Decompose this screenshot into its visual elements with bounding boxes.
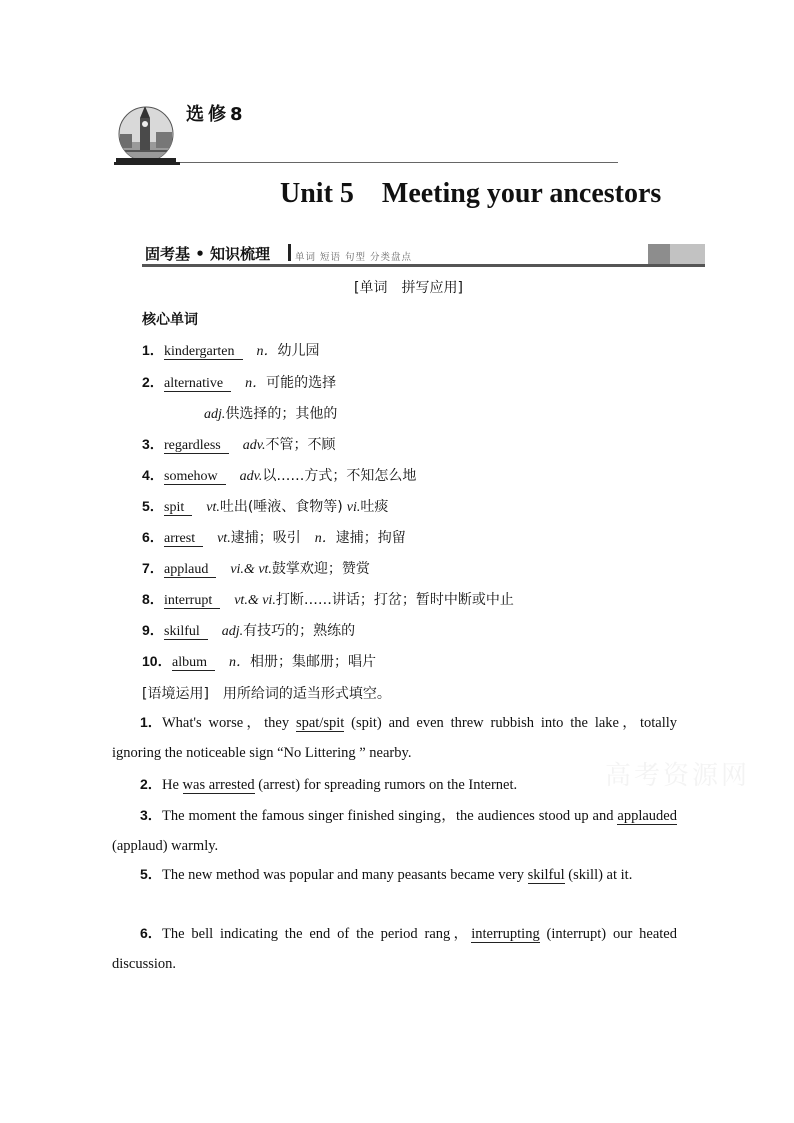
vocab-item: [142, 527, 406, 547]
section-bar-dark: [648, 244, 670, 264]
exercise-item: [112, 918, 677, 979]
vocab-number: 4．: [142, 467, 164, 483]
exercise-number: 1．: [140, 714, 162, 730]
vocab-item: [142, 372, 336, 392]
exercise-instruction: [语境运用] 用所给词的适当形式填空。: [142, 686, 391, 702]
exercise-text: What's worse，they: [162, 715, 296, 731]
exercise-text: (skill) at it.: [564, 867, 633, 883]
unit-title: Unit 5 Meeting your ancestors: [280, 178, 662, 209]
vocab-number: 9．: [142, 622, 164, 638]
exercise-number: 2．: [140, 776, 162, 792]
part-of-speech: vt.& vi.: [234, 593, 276, 608]
vocab-meaning: 打断……讲话；打岔；暂时中断或中止: [275, 592, 514, 608]
vocab-meaning: 鼓掌欢迎；赞赏: [271, 561, 370, 577]
vocab-meaning: 有技巧的；熟练的: [243, 623, 356, 639]
series-label: 选修8: [186, 104, 247, 125]
vocab-item: [204, 403, 337, 423]
section-bar-light: [670, 244, 705, 264]
exercise-text: (spit) and even threw rubbish into the lake，totally ignoring the noticeable sign “No Littering ” nearby.: [112, 715, 678, 761]
exercise-answer: spat/spit: [295, 715, 345, 731]
vocab-item: [142, 651, 376, 671]
sub-heading: [单词 拼写应用]: [354, 280, 463, 296]
vocab-word: spit: [164, 500, 192, 516]
exercise-answer: skilful: [527, 867, 565, 883]
vocab-number: 3．: [142, 436, 164, 452]
vocab-item: [142, 340, 320, 360]
part-of-speech: adv.: [239, 469, 263, 484]
vocab-word: skilful: [164, 624, 208, 640]
exercise-item: [112, 800, 677, 861]
vocab-meaning: 逮捕；拘留: [335, 530, 406, 546]
vocab-item: [142, 558, 370, 578]
part-of-speech: n．: [256, 344, 278, 359]
big-ben-emblem-icon: [116, 104, 176, 162]
part-of-speech: n．: [229, 655, 250, 670]
exercise-text: The new method was popular and many peasants became very: [162, 867, 528, 883]
header-rule: [178, 162, 618, 163]
exercise-text: He: [162, 777, 183, 793]
vocab-number: 8．: [142, 591, 164, 607]
exercise-item: [112, 769, 677, 800]
exercise-number: 6．: [140, 925, 162, 941]
part-of-speech: adv.: [242, 438, 266, 453]
exercise-text: (arrest) for spreading rumors on the Internet.: [254, 777, 518, 793]
exercise-number: 5．: [140, 866, 162, 882]
vocab-meaning: 逮捕；吸引: [230, 530, 301, 546]
vocab-word: applaud: [164, 562, 216, 578]
part-of-speech: n．: [245, 376, 267, 391]
part-of-speech: vt.: [217, 531, 231, 546]
vocab-meaning: 可能的选择: [266, 375, 337, 391]
vocab-item: [142, 434, 335, 454]
vocab-number: 6．: [142, 529, 164, 545]
vocab-item: [142, 496, 388, 516]
exercise-text: (interrupt) our heated discussion.: [112, 926, 677, 972]
part-of-speech: vi.& vt.: [230, 562, 272, 577]
vocab-word: regardless: [164, 438, 229, 454]
vocab-word: kindergarten: [164, 344, 243, 360]
vocab-number: 10．: [142, 653, 172, 669]
core-words-label: 核心单词: [142, 312, 198, 328]
vocab-number: 7．: [142, 560, 164, 576]
part-of-speech: adj.: [221, 624, 244, 639]
vocab-item: [142, 620, 355, 640]
vocab-word: alternative: [164, 376, 231, 392]
section-underline: [142, 264, 705, 267]
section-title: 固考基 • 知识梳理: [145, 245, 271, 263]
part-of-speech: vi.: [346, 500, 361, 515]
header-rule-accent: [114, 162, 180, 165]
exercise-number: 3．: [140, 807, 162, 823]
vocab-item: [142, 465, 416, 485]
vocab-word: somehow: [164, 469, 226, 485]
part-of-speech: vt.: [206, 500, 220, 515]
exercise-answer: was arrested: [182, 777, 255, 793]
vocab-meaning: 不管；不顾: [265, 437, 336, 453]
vocab-meaning: 以……方式；不知怎么地: [262, 468, 417, 484]
vocab-meaning: 相册；集邮册；唱片: [250, 654, 376, 670]
exercise-text: The bell indicating the end of the period rang，: [162, 926, 472, 942]
vocab-meaning: 吐痰: [360, 499, 389, 515]
exercise-answer: applauded: [617, 808, 677, 824]
part-of-speech: n．: [314, 531, 336, 546]
vocab-number: 5．: [142, 498, 164, 514]
watermark: 高考资源网: [605, 761, 751, 791]
vocab-meaning: 吐出(唾液、食物等): [219, 499, 343, 515]
exercise-item: [112, 707, 677, 768]
section-divider: [288, 244, 291, 261]
vocab-number: 2．: [142, 374, 164, 390]
exercise-answer: interrupting: [471, 926, 540, 942]
exercise-text: (applaud) warmly.: [112, 838, 219, 854]
part-of-speech: adj.: [204, 407, 226, 422]
vocab-item: [142, 589, 514, 609]
exercise-text: The moment the famous singer finished singing，the audiences stood up and: [162, 808, 618, 824]
vocab-meaning: 幼儿园: [277, 343, 320, 359]
vocab-word: interrupt: [164, 593, 220, 609]
vocab-word: arrest: [164, 531, 203, 547]
vocab-meaning: 供选择的；其他的: [225, 406, 338, 422]
vocab-number: 1．: [142, 342, 164, 358]
vocab-word: album: [172, 655, 215, 671]
exercise-item: [112, 859, 677, 890]
section-tags: 单词 短语 句型 分类盘点: [295, 252, 413, 263]
